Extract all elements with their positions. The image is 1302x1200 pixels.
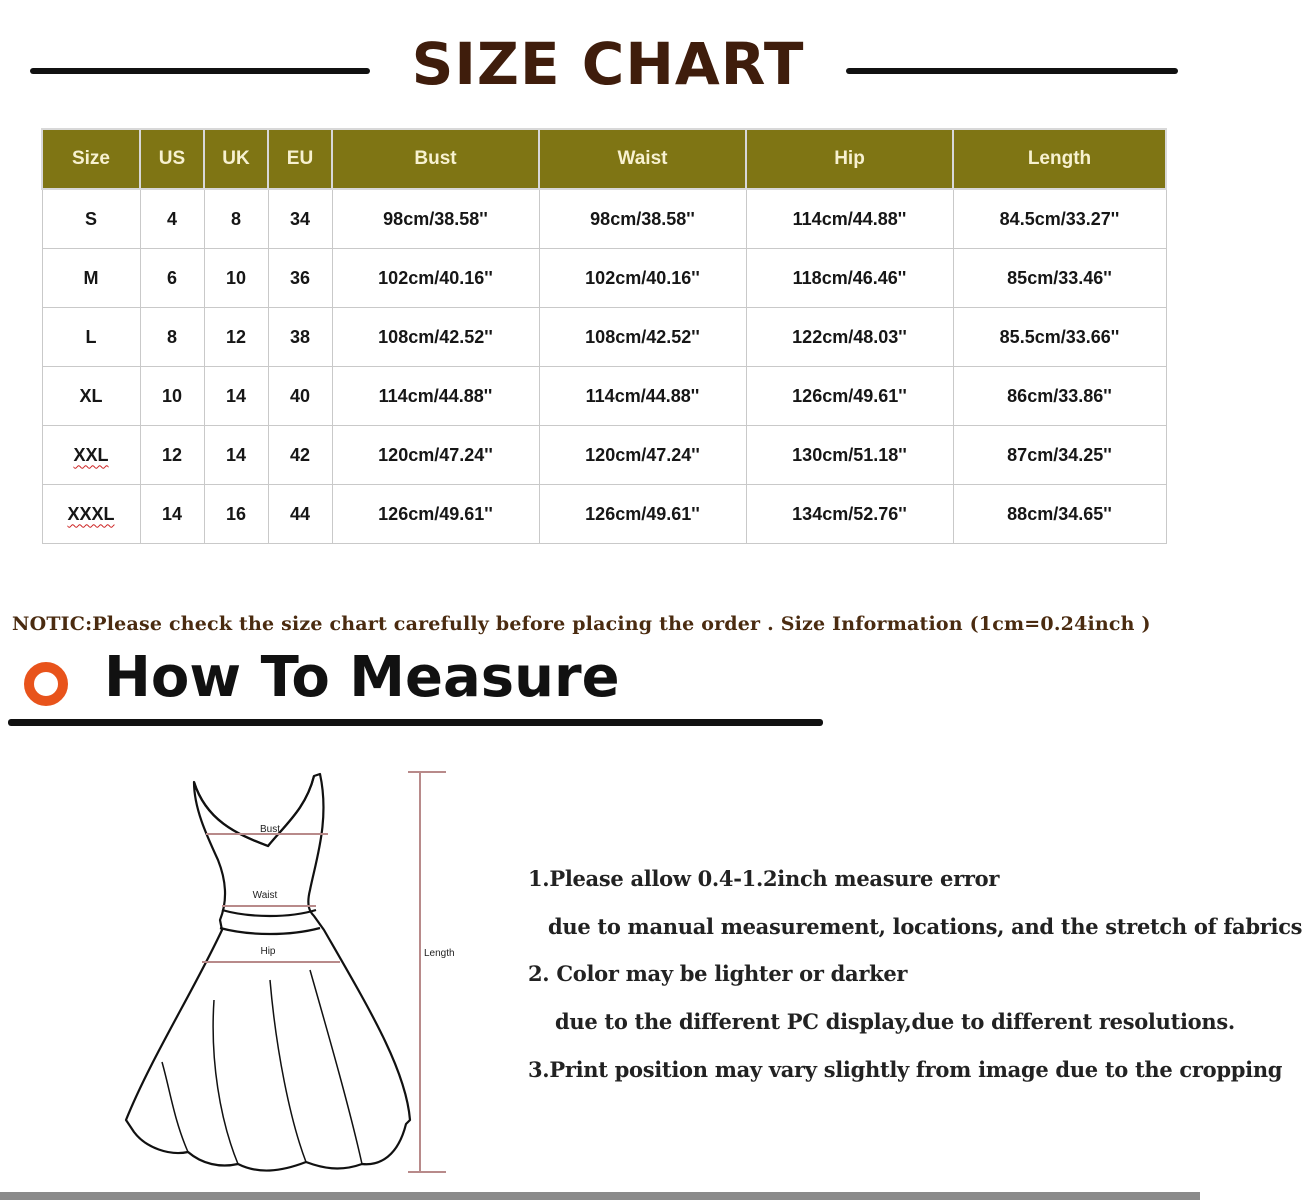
cell-bust: 126cm/49.61'' [332, 485, 539, 544]
section-title-how-to-measure: How To Measure [104, 645, 620, 710]
cell-waist: 114cm/44.88'' [539, 367, 746, 426]
cell-bust: 98cm/38.58'' [332, 189, 539, 249]
bottom-border [0, 1192, 1200, 1200]
cell-bust: 108cm/42.52'' [332, 308, 539, 367]
note-line-2: 2. Color may be lighter or darker [528, 961, 908, 986]
cell-length: 85cm/33.46'' [953, 249, 1166, 308]
note-line-3: 3.Print position may vary slightly from image due to the cropping [528, 1057, 1283, 1082]
cell-bust: 102cm/40.16'' [332, 249, 539, 308]
dress-measurement-diagram [110, 760, 480, 1180]
cell-length: 87cm/34.25'' [953, 426, 1166, 485]
cell-us: 10 [140, 367, 204, 426]
cell-size: S [42, 189, 140, 249]
cell-size: XXXL [42, 485, 140, 544]
column-header-waist: Waist [539, 129, 746, 189]
cell-hip: 134cm/52.76'' [746, 485, 953, 544]
cell-uk: 10 [204, 249, 268, 308]
cell-uk: 8 [204, 189, 268, 249]
cell-eu: 40 [268, 367, 332, 426]
page-title: SIZE CHART [411, 30, 805, 98]
table-row [42, 367, 1166, 426]
cell-length: 85.5cm/33.66'' [953, 308, 1166, 367]
table-row [42, 249, 1166, 308]
cell-hip: 130cm/51.18'' [746, 426, 953, 485]
table-header-row [42, 129, 1166, 189]
length-label: Length [424, 948, 455, 959]
cell-us: 12 [140, 426, 204, 485]
cell-eu: 44 [268, 485, 332, 544]
table-row [42, 189, 1166, 249]
note-line-1: 1.Please allow 0.4-1.2inch measure error [528, 866, 1000, 891]
cell-waist: 102cm/40.16'' [539, 249, 746, 308]
cell-uk: 14 [204, 367, 268, 426]
column-header-size: Size [42, 129, 140, 189]
bust-label: Bust [259, 824, 281, 835]
column-header-uk: UK [204, 129, 268, 189]
cell-eu: 38 [268, 308, 332, 367]
note-line-2-continued: due to the different PC display,due to different resolutions. [555, 1009, 1235, 1034]
column-header-hip: Hip [746, 129, 953, 189]
table-row [42, 426, 1166, 485]
cell-us: 8 [140, 308, 204, 367]
column-header-eu: EU [268, 129, 332, 189]
column-header-length: Length [953, 129, 1166, 189]
cell-size: M [42, 249, 140, 308]
cell-length: 84.5cm/33.27'' [953, 189, 1166, 249]
cell-eu: 42 [268, 426, 332, 485]
cell-waist: 108cm/42.52'' [539, 308, 746, 367]
cell-uk: 12 [204, 308, 268, 367]
cell-us: 4 [140, 189, 204, 249]
cell-hip: 118cm/46.46'' [746, 249, 953, 308]
title-divider-right [846, 68, 1178, 74]
section-divider [8, 719, 823, 726]
cell-uk: 16 [204, 485, 268, 544]
title-divider-left [30, 68, 370, 74]
waist-label: Waist [252, 890, 278, 901]
cell-eu: 36 [268, 249, 332, 308]
table-row [42, 485, 1166, 544]
cell-waist: 98cm/38.58'' [539, 189, 746, 249]
circle-bullet-icon [22, 660, 70, 708]
column-header-bust: Bust [332, 129, 539, 189]
cell-size: L [42, 308, 140, 367]
cell-waist: 126cm/49.61'' [539, 485, 746, 544]
cell-length: 86cm/33.86'' [953, 367, 1166, 426]
cell-waist: 120cm/47.24'' [539, 426, 746, 485]
cell-us: 6 [140, 249, 204, 308]
cell-hip: 126cm/49.61'' [746, 367, 953, 426]
size-notice-text: NOTIC:Please check the size chart carefully before placing the order . Size Information (1cm=0.24inch ) [12, 613, 1151, 635]
cell-hip: 114cm/44.88'' [746, 189, 953, 249]
cell-bust: 120cm/47.24'' [332, 426, 539, 485]
note-line-1-continued: due to manual measurement, locations, and the stretch of fabrics [548, 914, 1302, 939]
cell-hip: 122cm/48.03'' [746, 308, 953, 367]
cell-uk: 14 [204, 426, 268, 485]
cell-size: XXL [42, 426, 140, 485]
hip-label: Hip [260, 946, 276, 957]
cell-length: 88cm/34.65'' [953, 485, 1166, 544]
cell-bust: 114cm/44.88'' [332, 367, 539, 426]
table-row [42, 308, 1166, 367]
size-chart-table [41, 128, 1167, 544]
column-header-us: US [140, 129, 204, 189]
cell-size: XL [42, 367, 140, 426]
cell-us: 14 [140, 485, 204, 544]
cell-eu: 34 [268, 189, 332, 249]
